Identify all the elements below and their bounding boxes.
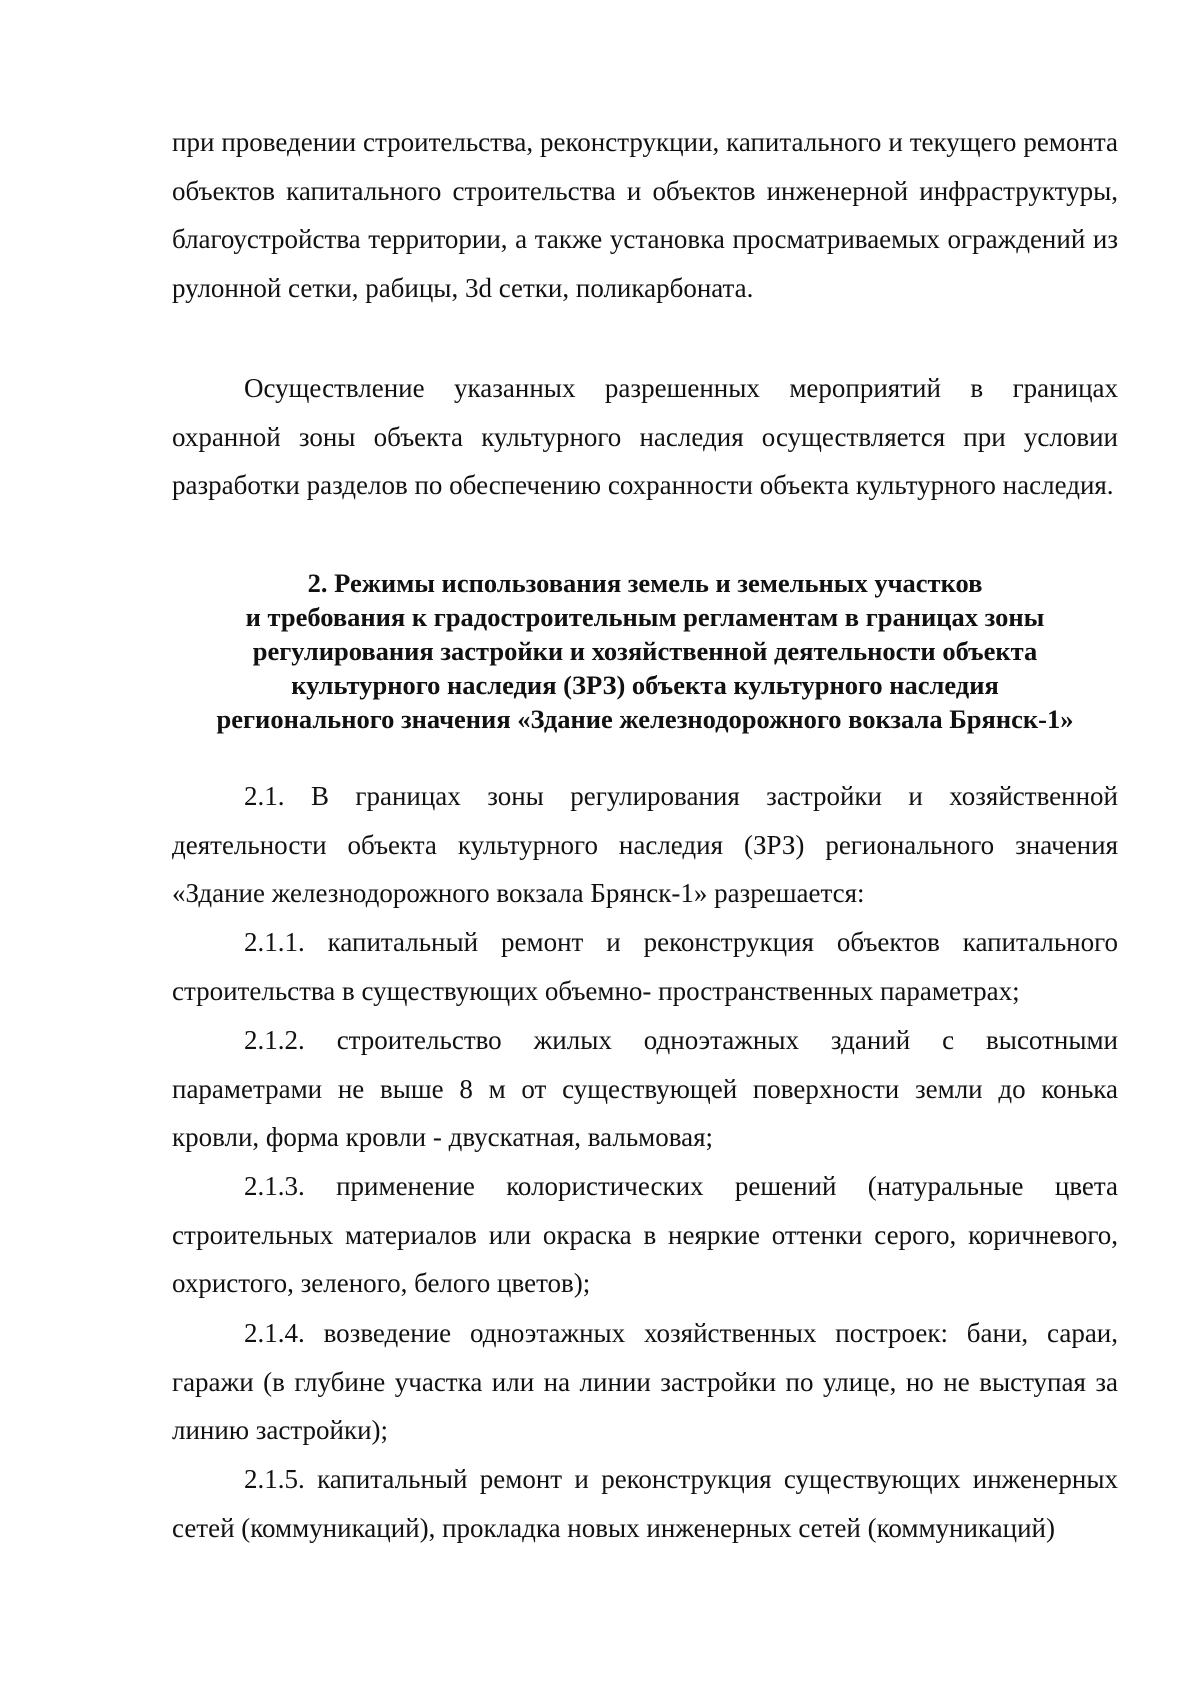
clause-2-1-3: 2.1.3. применение колористических решений (натуральные цвета строительных материалов или окраска в неяркие оттенки серого, коричневого, охристого, зеленого, белого цветов); [172, 1171, 1118, 1298]
section-heading [172, 566, 1118, 736]
section-heading-line-5: регионального значения «Здание железнодорожного вокзала Брянск-1» [216, 704, 1074, 734]
clause-2-1-2: 2.1.2. строительство жилых одноэтажных зданий с высотными параметрами не выше 8 м от существующей поверхности земли до конька кровли, форма кровли - двускатная, вальмовая; [172, 1025, 1118, 1152]
paragraph-continuation: при проведении строительства, реконструкции, капитального и текущего ремонта объектов капитального строительства и объектов инженерной инфраструктуры, благоустройства территории, а также установка просматриваемых ограждений из рулонной сетки, рабицы, 3d сетки, поликарбоната. [172, 127, 1118, 303]
clause-2-1: 2.1. В границах зоны регулирования застройки и хозяйственной деятельности объекта культурного наследия (ЗРЗ) регионального значения «Здание железнодорожного вокзала Брянск-1» разрешается: [172, 781, 1118, 908]
section-heading-line-3: регулирования застройки и хозяйственной деятельности объекта [252, 636, 1038, 666]
section-heading-line-2: и требования к градостроительным регламентам в границах зоны [245, 602, 1045, 632]
paragraph-implementation-conditions: Осуществление указанных разрешенных мероприятий в границах охранной зоны объекта культурного наследия осуществляется при условии разработки разделов по обеспечению сохранности объекта культурного наследия. [172, 373, 1118, 500]
clause-2-1-4: 2.1.4. возведение одноэтажных хозяйственных построек: бани, сараи, гаражи (в глубине участка или на линии застройки по улице, но не выступая за линию застройки); [172, 1318, 1118, 1445]
section-heading-line-1: 2. Режимы использования земель и земельных участков [307, 568, 983, 598]
section-heading-line-4: культурного наследия (ЗРЗ) объекта культурного наследия [291, 670, 999, 700]
clause-2-1-1: 2.1.1. капитальный ремонт и реконструкция объектов капитального строительства в существующих объемно- пространственных параметрах; [172, 927, 1118, 1006]
clause-2-1-5: 2.1.5. капитальный ремонт и реконструкция существующих инженерных сетей (коммуникаций), прокладка новых инженерных сетей (коммуникаций) [172, 1464, 1118, 1543]
